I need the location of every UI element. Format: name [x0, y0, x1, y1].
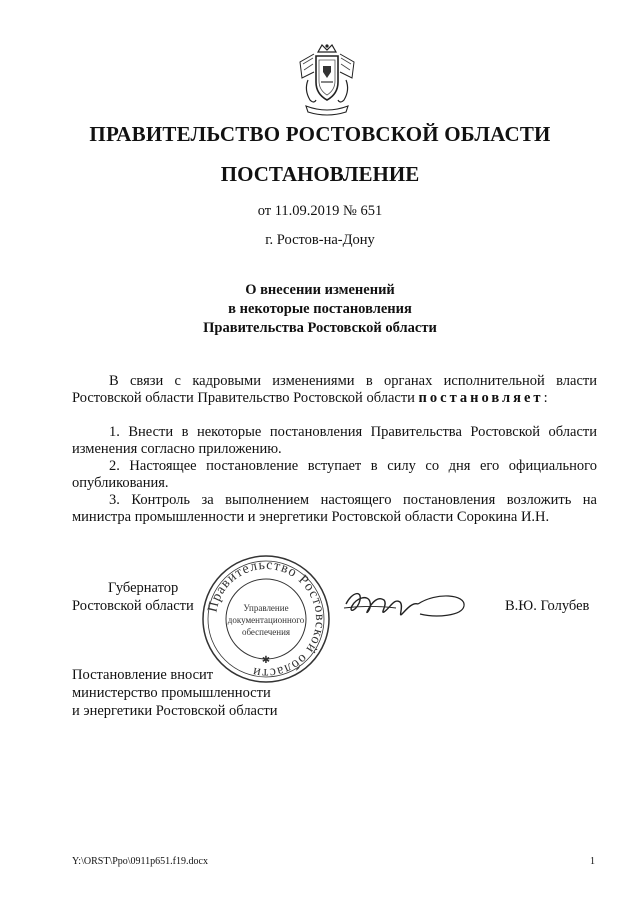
resolution-item-1: 1. Внести в некоторые постановления Правительства Ростовской области изменения согласно приложению.: [72, 424, 597, 457]
subject-line-3: Правительства Ростовской области: [203, 320, 437, 336]
footer-page-number: 1: [590, 856, 595, 867]
seal-inner-line-3: обеспечения: [241, 627, 291, 637]
resolution-item-3: 3. Контроль за выполнением настоящего постановления возложить на министра промышленности и энергетики Ростовской области Сорокина И.Н.: [72, 492, 597, 525]
seal-inner-line-1: Управление: [243, 603, 289, 613]
submitted-by-line-3: и энергетики Ростовской области: [72, 703, 278, 719]
resolution-item-2: 2. Настоящее постановление вступает в силу со дня его официального опубликования.: [72, 458, 597, 491]
organization-title: ПРАВИТЕЛЬСТВО РОСТОВСКОЙ ОБЛАСТИ: [89, 122, 551, 146]
document-type: ПОСТАНОВЛЕНИЕ: [220, 162, 420, 186]
resolves-suffix: :: [543, 390, 548, 406]
preamble-paragraph: [72, 373, 597, 407]
handwritten-signature-icon: [340, 584, 470, 628]
subject-line-1: О внесении изменений: [245, 282, 395, 298]
seal-outer-text: Правительство Ростовской области: [205, 557, 328, 681]
submitted-by-line-1: Постановление вносит: [72, 667, 214, 683]
footer-file-path: Y:\ORST\Ppo\0911p651.f19.docx: [72, 856, 208, 867]
submitted-by-block: [72, 666, 278, 720]
resolves-word: постановляет: [418, 390, 544, 406]
subject-line-2: в некоторые постановления: [228, 301, 412, 317]
seal-inner-line-2: документационного: [227, 615, 305, 625]
document-subject: [0, 281, 640, 338]
signer-title-line-2: Ростовской области: [72, 598, 194, 614]
signer-title-line-1: Губернатор: [108, 580, 179, 596]
svg-text:✱: ✱: [261, 655, 271, 666]
coat-of-arms-icon: [296, 42, 358, 118]
document-date-number: от 11.09.2019 № 651: [257, 203, 383, 219]
signer-name: В.Ю. Голубев: [505, 598, 590, 614]
preamble-text: В связи с кадровыми изменениями в органах исполнительной власти Ростовской области Правительство Ростовской области: [72, 373, 597, 406]
document-city: г. Ростов-на-Дону: [265, 232, 375, 248]
submitted-by-line-2: министерство промышленности: [72, 685, 271, 701]
resolution-items: [72, 424, 597, 526]
